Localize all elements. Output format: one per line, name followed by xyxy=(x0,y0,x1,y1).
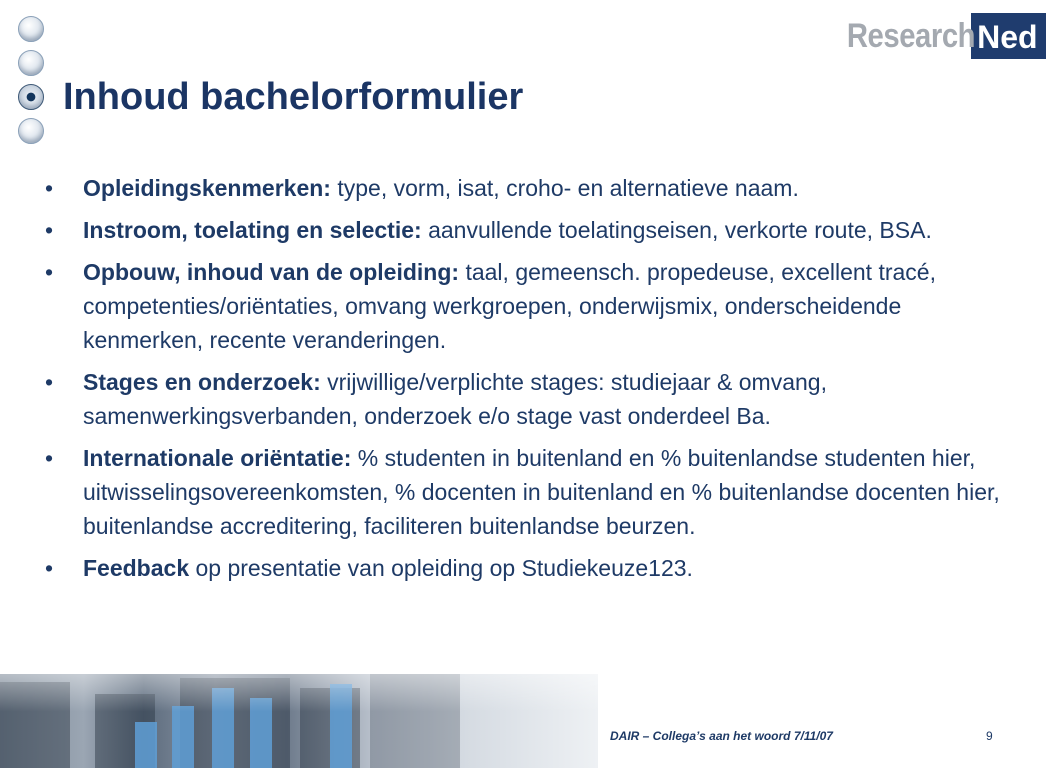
bullet-heading: Instroom, toelating en selectie: xyxy=(83,217,422,243)
page-title: Inhoud bachelorformulier xyxy=(63,76,524,118)
bullet-marker: • xyxy=(45,555,54,581)
nav-dot-active[interactable] xyxy=(18,84,44,110)
nav-dot-1[interactable] xyxy=(18,16,44,42)
bullet-list xyxy=(40,171,1006,593)
logo-ned-box: Ned xyxy=(971,13,1045,59)
bullet-heading: Internationale oriëntatie: xyxy=(83,445,352,471)
bullet-marker: • xyxy=(45,445,54,471)
bullet-text: taal, gemeensch. propedeuse, excellent tracé, competenties/oriëntaties, omvang werkgroepen, onderwijsmix, onderscheidende kenmerken, recente veranderingen. xyxy=(83,259,936,353)
bullet-text: op presentatie van opleiding op Studiekeuze123. xyxy=(189,555,693,581)
bullet-text: % studenten in buitenland en % buitenlandse studenten hier, uitwisselingsovereenkomsten, % docenten in buitenland en % buitenlandse docenten hier, buitenlandse accreditering, faciliteren buitenlandse beurzen. xyxy=(83,445,1000,539)
bullet-heading: Opleidingskenmerken: xyxy=(83,175,331,201)
bullet-marker: • xyxy=(45,369,54,395)
researchned-logo xyxy=(826,13,1046,59)
nav-dot-4[interactable] xyxy=(18,118,44,144)
bullet-marker: • xyxy=(45,175,54,201)
bullet-item xyxy=(40,255,1006,357)
bullet-heading: Opbouw, inhoud van de opleiding: xyxy=(83,259,460,285)
bullet-marker: • xyxy=(45,259,54,285)
page-number: 9 xyxy=(986,729,993,743)
bullet-item xyxy=(40,213,1006,247)
footer-photo-collage xyxy=(0,674,598,768)
bullet-text: type, vorm, isat, croho- en alternatieve naam. xyxy=(330,175,799,201)
bullet-heading: Stages en onderzoek: xyxy=(83,369,321,395)
logo-research-text: Research xyxy=(846,17,976,55)
bullet-item xyxy=(40,171,1006,205)
bullet-text: vrijwillige/verplichte stages: studiejaar & omvang, samenwerkingsverbanden, onderzoek e/o stage vast onderdeel Ba. xyxy=(83,369,827,429)
bullet-heading: Feedback xyxy=(83,555,190,581)
photo-fade xyxy=(0,674,598,768)
slide-nav xyxy=(18,16,48,152)
bullet-text: aanvullende toelatingseisen, verkorte route, BSA. xyxy=(421,217,932,243)
bullet-item xyxy=(40,365,1006,433)
bullet-item xyxy=(40,441,1006,543)
nav-dot-2[interactable] xyxy=(18,50,44,76)
footer-text: DAIR – Collega’s aan het woord 7/11/07 xyxy=(610,729,833,743)
bullet-item xyxy=(40,551,1006,585)
bullet-marker: • xyxy=(45,217,54,243)
